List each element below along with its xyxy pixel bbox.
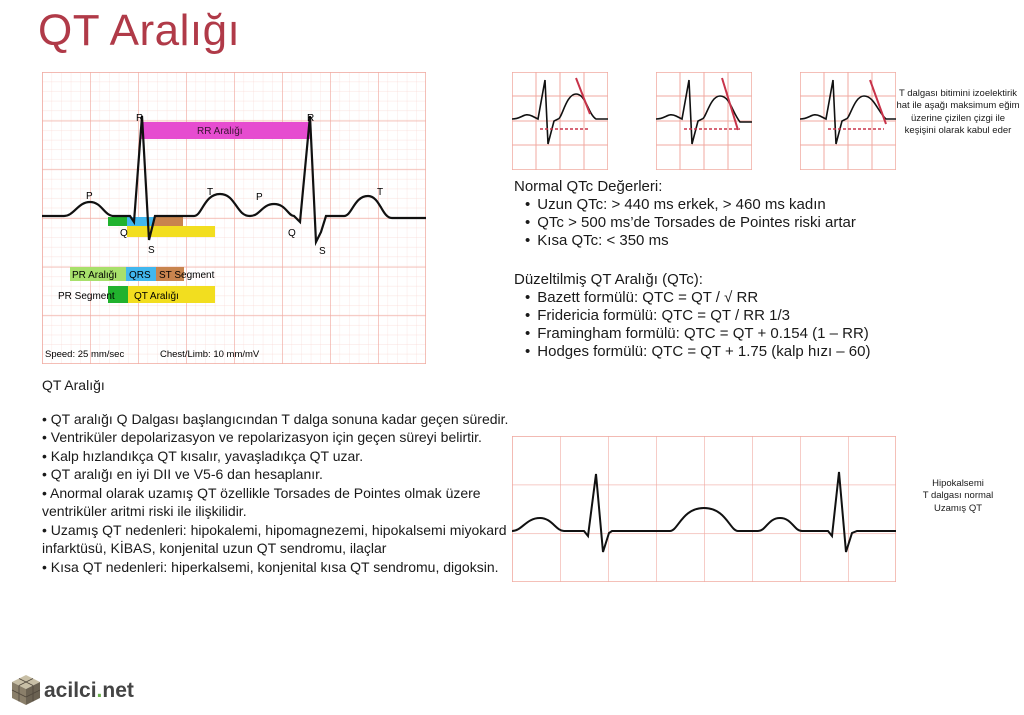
qtc-corrected-block bbox=[514, 271, 870, 361]
wave-label-r2: R bbox=[307, 113, 315, 124]
description-bullet: • Kısa QT nedenleri: hiperkalsemi, konjenital kısa QT sendromu, digoksin. bbox=[42, 558, 499, 575]
description-bullet: • Uzamış QT nedenleri: hipokalemi, hipomagnezemi, hipokalsemi miyokard infarktüsü, KİBAS, konjenital uzun QT sendromu, ilaçlar bbox=[42, 521, 507, 556]
qtc-normal-title: Normal QTc Değerleri: bbox=[514, 178, 663, 195]
hypocalcemia-ecg bbox=[512, 436, 896, 582]
st-segment-bar-brown bbox=[154, 217, 183, 226]
legend-pr-segment-label: PR Segment bbox=[58, 291, 115, 302]
qtc-normal-item: • Uzun QTc: > 440 ms erkek, > 460 ms kadın bbox=[525, 196, 856, 214]
qtc-normal-block bbox=[514, 178, 856, 250]
legend-st-segment-label: ST Segment bbox=[159, 270, 215, 281]
ecg-gain-label: Chest/Limb: 10 mm/mV bbox=[160, 349, 260, 360]
logo-name: acilci bbox=[44, 679, 97, 702]
tend-thumbnail-3 bbox=[800, 72, 896, 170]
hypo-note-line1: Hipokalsemi bbox=[932, 478, 984, 489]
qt-description bbox=[42, 376, 520, 576]
qtc-formula-item: • Fridericia formülü: QTC = QT / RR 1/3 bbox=[525, 307, 870, 325]
hypo-note-line2: T dalgası normal bbox=[922, 490, 994, 502]
tend-thumbnail-2 bbox=[656, 72, 752, 170]
wave-label-s1: S bbox=[148, 245, 155, 256]
qtc-formula-item: • Hodges formülü: QTC = QT + 1.75 (kalp hızı – 60) bbox=[525, 343, 870, 361]
qtc-formula-item: • Bazett formülü: QTC = QT / √ RR bbox=[525, 289, 870, 307]
ecg-grid bbox=[42, 72, 426, 364]
wave-label-p2: P bbox=[256, 192, 263, 203]
wave-label-p1: P bbox=[86, 191, 93, 202]
rr-interval-label: RR Aralığı bbox=[197, 126, 243, 137]
wave-label-q2: Q bbox=[288, 228, 296, 239]
wave-label-r1: R bbox=[136, 113, 144, 124]
qtc-corrected-title: Düzeltilmiş QT Aralığı (QTc): bbox=[514, 271, 703, 288]
wave-label-s2: S bbox=[319, 246, 326, 257]
qt-interval-bar-yellow bbox=[127, 226, 215, 237]
legend-pr-interval-label: PR Aralığı bbox=[72, 270, 118, 281]
tend-note: T dalgası bitimini izoelektirik hat ile aşağı maksimum eğim üzerine çizilen çizgi ile keşişini olarak kabul eder bbox=[896, 88, 1020, 136]
wave-label-t2: T bbox=[377, 187, 384, 198]
page-title: QT Aralığı bbox=[38, 6, 241, 55]
description-bullet: • Anormal olarak uzamış QT özellikle Torsades de Pointes olmak üzere ventriküler aritmi riski ile ilişkilidir. bbox=[42, 484, 481, 519]
cube-logo-icon bbox=[10, 673, 42, 707]
pr-segment-bar-green bbox=[108, 217, 127, 226]
qtc-formula-item: • Framingham formülü: QTC = QT + 0.154 (1 – RR) bbox=[525, 325, 870, 343]
qtc-normal-item: • Kısa QTc: < 350 ms bbox=[525, 232, 856, 250]
description-bullet: • QT aralığı Q Dalgası başlangıcından T dalga sonuna kadar geçen süredir. bbox=[42, 410, 509, 427]
tend-thumbnail-1 bbox=[512, 72, 608, 170]
legend-qt-interval-label: QT Aralığı bbox=[134, 291, 179, 302]
ecg-speed-label: Speed: 25 mm/sec bbox=[45, 349, 125, 360]
qtc-normal-item: • QTc > 500 ms’de Torsades de Pointes riski artar bbox=[525, 214, 856, 232]
wave-label-t1: T bbox=[207, 187, 214, 198]
wave-label-q1: Q bbox=[120, 228, 128, 239]
logo-dot: . bbox=[96, 679, 103, 702]
ecg-diagram bbox=[42, 72, 426, 364]
description-bullet: • QT aralığı en iyi DII ve V5-6 dan hesaplanır. bbox=[42, 466, 323, 482]
legend-qrs-label: QRS bbox=[129, 270, 151, 281]
description-bullet: • Ventriküler depolarizasyon ve repolarizasyon için geçen süreyi belirtir. bbox=[42, 429, 482, 445]
logo-tld: net bbox=[102, 679, 134, 702]
hypocalcemia-note bbox=[896, 478, 1020, 515]
hypo-note-line3: Uzamış QT bbox=[933, 502, 983, 514]
site-logo-text bbox=[44, 679, 134, 703]
description-heading: QT Aralığı bbox=[42, 377, 105, 393]
description-bullet: • Kalp hızlandıkça QT kısalır, yavaşladıkça QT uzar. bbox=[42, 447, 364, 464]
